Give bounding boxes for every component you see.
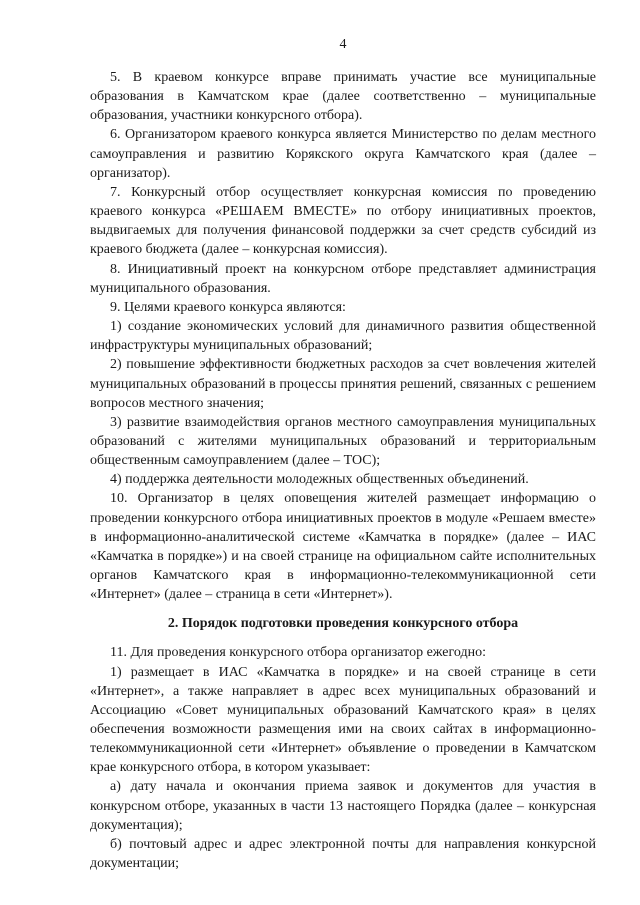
- paragraph-11: 11. Для проведения конкурсного отбора организатор ежегодно:: [110, 645, 486, 661]
- paragraph-10: 10. Организатор в целях оповещения жителей размещает информацию о проведении конкурсного отбора инициативных проектов в модуле «Решаем вместе» в информационно-аналитической системе «Камчатка в порядке» (далее – ИАС «Камчатка в порядке») и на своей странице на официальном сайте исполнительных органов Камчатского края в информационно-телекоммуникационной сети «Интернет» (далее – страница в сети «Интернет»).: [90, 491, 596, 603]
- paragraph-11-item-b: б) почтовый адрес и адрес электронной почты для направления конкурсной документации;: [90, 836, 596, 872]
- paragraph-8: 8. Инициативный проект на конкурсном отборе представляет администрация муниципального образования.: [90, 261, 596, 296]
- paragraph-9-item-1: 1) создание экономических условий для динамичного развития общественной инфраструктуры муниципальных образований;: [90, 319, 596, 354]
- page-number: 4: [339, 37, 347, 52]
- paragraph-9-item-4: 4) поддержка деятельности молодежных общественных объединений.: [110, 472, 529, 488]
- document-page: [90, 36, 596, 873]
- paragraph-11-item-a: а) дату начала и окончания приема заявок и документов для участия в конкурсном отборе, указанных в части 13 настоящего Порядка (далее – конкурсная документация);: [90, 779, 596, 833]
- paragraph-6: 6. Организатором краевого конкурса является Министерство по делам местного самоуправления и развитию Корякского округа Камчатского края (далее – организатор).: [90, 127, 596, 181]
- paragraph-9: 9. Целями краевого конкурса являются:: [110, 299, 346, 315]
- paragraph-9-item-3: 3) развитие взаимодействия органов местного самоуправления муниципальных образований с жителями муниципальных образований и территориальным общественным самоуправлением (далее – ТОС);: [90, 414, 596, 469]
- section-heading: 2. Порядок подготовки проведения конкурсного отбора: [167, 616, 519, 632]
- paragraph-9-item-2: 2) повышение эффективности бюджетных расходов за счет вовлечения жителей муниципальных образований в процессы принятия решений, связанных с решением вопросов местного значения;: [90, 357, 596, 411]
- paragraph-5: 5. В краевом конкурсе вправе принимать участие все муниципальные образования в Камчатском крае (далее соответственно – муниципальные образования, участники конкурсного отбора).: [90, 70, 596, 124]
- paragraph-11-item-1: 1) размещает в ИАС «Камчатка в порядке» и на своей странице в сети «Интернет», а также направляет в адрес всех муниципальных образований и Ассоциацию «Совет муниципальных образований Камчатского края» в целях обеспечения возможности размещения ими на своих сайтах в информационно-телекоммуникационной сети «Интернет» объявление о проведении в Камчатском крае конкурсного отбора, в котором указывает:: [90, 664, 596, 776]
- paragraph-7: 7. Конкурсный отбор осуществляет конкурсная комиссия по проведению краевого конкурса «РЕШАЕМ ВМЕСТЕ» по отбору инициативных проектов, выдвигаемых для получения финансовой поддержки за счет средств субсидий из краевого бюджета (далее – конкурсная комиссия).: [90, 184, 596, 258]
